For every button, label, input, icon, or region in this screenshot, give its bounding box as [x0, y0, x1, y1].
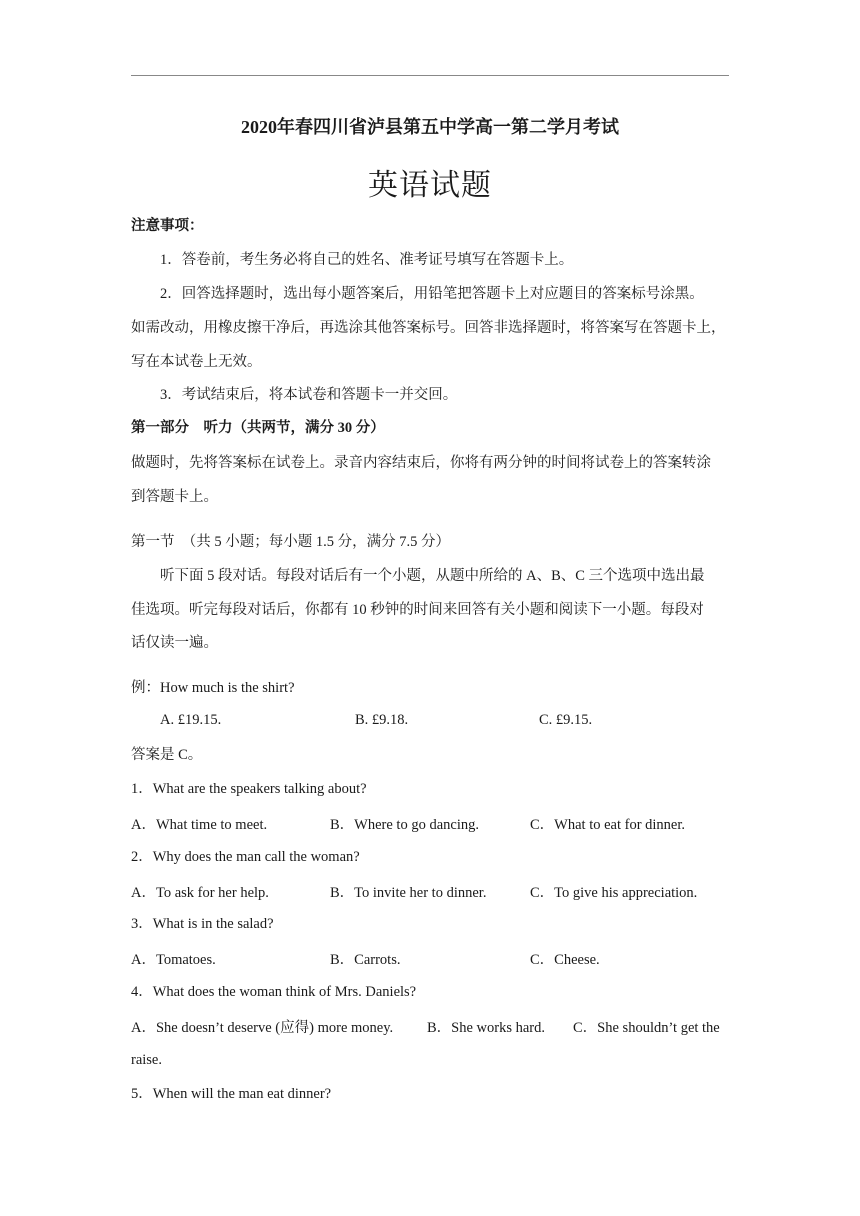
example-option-b: B. £9.18.: [355, 712, 409, 728]
section1-heading: 第一节 （共 5 小题；每小题 1.5 分，满分 7.5 分）: [131, 534, 450, 550]
part1-heading: 第一部分 听力（共两节，满分 30 分）: [131, 420, 385, 436]
q4-option-a: A．She doesn’t deserve (应得) more money.: [131, 1020, 394, 1036]
q2-option-a: A．To ask for her help.: [131, 885, 269, 901]
example-answer: 答案是 C。: [131, 747, 203, 763]
example-option-a: A. £19.15.: [160, 712, 222, 728]
question-3: 3．What is in the salad?: [131, 916, 274, 932]
part1-intro-line-1: 做题时，先将答案标在试卷上。录音内容结束后，你将有两分钟的时间将试卷上的答案转涂: [131, 455, 711, 471]
q3-option-a: A．Tomatoes.: [131, 952, 216, 968]
q2-option-b: B．To invite her to dinner.: [330, 885, 487, 901]
question-2: 2．Why does the man call the woman?: [131, 849, 360, 865]
question-5: 5．When will the man eat dinner?: [131, 1086, 332, 1102]
question-4: 4．What does the woman think of Mrs. Daniels?: [131, 984, 417, 1000]
section1-instruction-line-1: 听下面 5 段对话。每段对话后有一个小题，从题中所给的 A、B、C 三个选项中选出最: [160, 568, 705, 584]
notice-heading: 注意事项：: [131, 218, 204, 234]
question-1: 1．What are the speakers talking about?: [131, 781, 367, 797]
q4-option-b: B．She works hard.: [427, 1020, 546, 1036]
example-question: 例：How much is the shirt?: [131, 680, 295, 696]
notice-item-1: 1．答卷前，考生务必将自己的姓名、准考证号填写在答题卡上。: [160, 252, 574, 268]
q3-option-c: C．Cheese.: [530, 952, 600, 968]
subject-title: 英语试题: [368, 169, 492, 202]
header-rule: [131, 75, 729, 76]
notice-item-3: 3．考试结束后，将本试卷和答题卡一并交回。: [160, 387, 458, 403]
notice-item-2-line-2: 如需改动，用橡皮擦干净后，再选涂其他答案标号。回答非选择题时，将答案写在答题卡上，: [131, 320, 726, 336]
q1-option-b: B．Where to go dancing.: [330, 817, 479, 833]
q2-option-c: C．To give his appreciation.: [530, 885, 698, 901]
q4-option-c-continued: raise.: [131, 1052, 162, 1068]
q1-option-c: C．What to eat for dinner.: [530, 817, 686, 833]
q3-option-b: B．Carrots.: [330, 952, 401, 968]
q1-option-a: A．What time to meet.: [131, 817, 268, 833]
section1-instruction-line-2: 佳选项。听完每段对话后，你都有 10 秒钟的时间来回答有关小题和阅读下一小题。每段对: [131, 602, 704, 618]
part1-intro-line-2: 到答题卡上。: [131, 489, 218, 505]
section1-instruction-line-3: 话仅读一遍。: [131, 635, 218, 651]
notice-item-2-line-1: 2．回答选择题时，选出每小题答案后，用铅笔把答题卡上对应题目的答案标号涂黑。: [160, 286, 704, 302]
q4-option-c: C．She shouldn’t get the: [573, 1020, 720, 1036]
notice-item-2-line-3: 写在本试卷上无效。: [131, 354, 262, 370]
example-option-c: C. £9.15.: [539, 712, 593, 728]
exam-title: 2020年春四川省泸县第五中学高一第二学月考试: [241, 117, 619, 137]
